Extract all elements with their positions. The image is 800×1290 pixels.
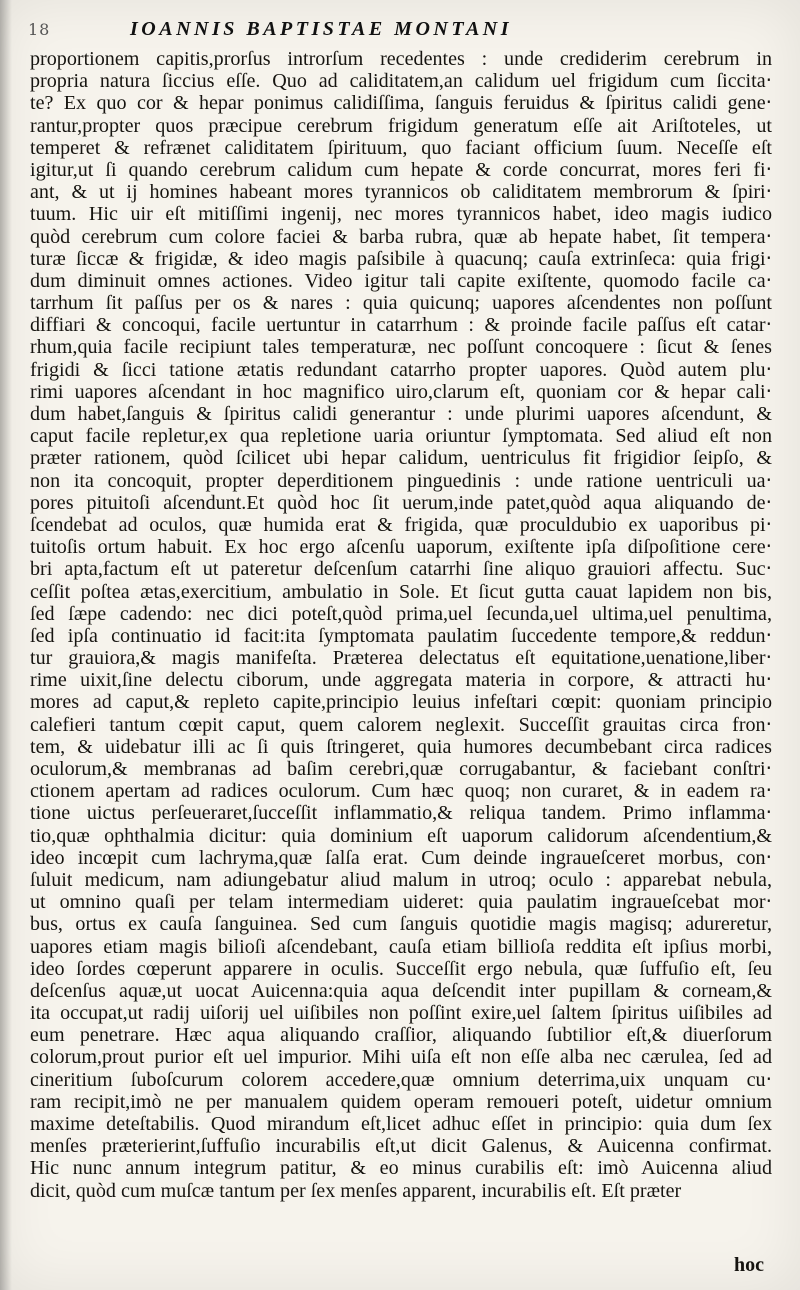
text-line: rantur,propter quos præcipue cerebrum frigidum generatum eſſe ait Ariſtoteles, ut: [30, 114, 772, 137]
text-line: propria natura ſiccius eſſe. Quo ad caliditatem,an calidum uel frigidum cum ſiccita‧: [30, 70, 772, 93]
text-line: rhum,quia facile recipiunt tales temperaturæ, nec poſſunt concoquere : ſicut & ſenes: [30, 336, 772, 359]
text-line: maxime deteſtabilis. Quod mirandum eſt,licet adhuc eſſet in principio: quia dum ſex: [30, 1113, 772, 1135]
body-text: [30, 48, 772, 1202]
text-line: ſed ſæpe cadendo: nec dici poteſt,quòd prima,uel ſecunda,uel ultima,uel penultima,: [30, 602, 772, 625]
text-line: frigidi & ſicci tatione ætatis redundant catarrho propter uapores. Quòd autem plu‧: [30, 358, 772, 381]
text-line: rime uixit,ſine delectu ciborum, unde aggregata materia in corpore, & attracti hu‧: [30, 669, 772, 692]
text-line: ceſſit poſtea ætas,exercitium, ambulatio in Sole. Et ſicut gutta cauat lapidem non bis,: [30, 580, 772, 603]
page-gutter-shadow: [0, 0, 12, 1290]
text-line: menſes præterierint,ſuffuſio incurabilis eſt,ut dicit Galenus, & Auicenna confirmat.: [30, 1135, 772, 1158]
text-line: proportionem capitis,prorſus introrſum recedentes : unde crediderim cerebrum in: [30, 48, 772, 70]
text-line: temperet & refrænet caliditatem ſpirituum, quo faciant officium ſuum. Neceſſe eſt: [30, 136, 772, 159]
text-line: tarrhum ſit paſſus per os & nares : quia quicunq; uapores aſcendentes non poſſunt: [30, 292, 772, 315]
text-line: ideo ſordes cœperunt apparere in oculis. Succeſſit ergo nebula, quæ ſuffuſio eſt, ſeu: [30, 957, 772, 980]
text-line: dicit, quòd cum muſcæ tantum per ſex menſes apparent, incurabilis eſt. Eſt præter: [30, 1179, 682, 1202]
text-line: cineritium ſuboſcurum colorem accedere,quæ omnium deterrima,uix unquam cu‧: [30, 1068, 772, 1091]
text-line: tione uictus perſeueraret,ſucceſſit inflammatio,& reliqua tandem. Primo inflamma‧: [30, 802, 772, 825]
text-line: deſcenſus aquæ,ut uocat Auicenna:quia aqua deſcendit inter pupillam & corneam,&: [30, 979, 772, 1002]
text-line: turæ ſiccæ & frigidæ, & ideo magis paſsibile à quacunq; cauſa extrinſeca: quia frigi‧: [30, 247, 772, 270]
text-line: tuitoſis ortum habuit. Ex hoc ergo aſcenſu uaporum, exiſtente ipſa diſpoſitione cere‧: [30, 536, 772, 559]
text-line: ſed ipſa continuatio id facit:ita ſymptomata paulatim ſuccedente tempore,& reddun‧: [30, 624, 772, 647]
text-line: calefieri tantum cœpit caput, quem calorem neglexit. Succeſſit grauitas circa fron‧: [30, 713, 772, 736]
text-line: tem, & uidebatur illi ac ſi quis ſtringeret, quia humores decumbebant circa radices: [30, 735, 772, 758]
text-line: diffiari & concoqui, facile uertuntur in catarrhum : & proinde facile paſſus eſt catar‧: [30, 314, 772, 337]
folio-number: 18: [28, 20, 51, 39]
text-line: caput facile repletur,ex qua repletione uaria oriuntur ſymptomata. Sed aliud eſt non: [30, 425, 772, 448]
text-line: Hic nunc annum integrum patitur, & eo minus curabilis eſt: imò Auicenna aliud: [30, 1157, 772, 1180]
text-line: eum penetrare. Hæc aqua aliquando craſſior, aliquando ſubtilior eſt,& diuerſorum: [30, 1024, 772, 1047]
text-line: ſcendebat ad oculos, quæ humida erat & frigida, quæ proculdubio ex uaporibus pi‧: [30, 513, 772, 536]
text-line: pores pituitoſi aſcendunt.Et quòd hoc ſit uerum,inde patet,quòd aqua aliquando de‧: [30, 491, 772, 514]
text-line: rimi uapores aſcendant in hoc magnifico uiro,clarum eſt, quoniam cor & hepar cali‧: [30, 380, 772, 403]
text-line: ideo incœpit cum lachryma,quæ ſalſa erat. Cum deinde ingraueſceret morbus, con‧: [30, 846, 772, 869]
text-line: bus, ortus ex cauſa ſanguinea. Sed cum ſanguis quotidie magis magisq; adureretur,: [30, 913, 772, 936]
text-line: tio,quæ ophthalmia dicitur: quia dominium eſt uaporum calidorum aſcendentium,&: [30, 824, 772, 847]
text-line: colorum,prout purior eſt uel impurior. Mihi uiſa eſt non eſſe alba nec cærulea, ſed ad: [30, 1046, 772, 1069]
text-line: dum habet,ſanguis & ſpiritus calidi generantur : unde plurimi uapores aſcendunt, &: [30, 403, 772, 425]
running-head: IOANNIS BAPTISTAE MONTANI: [130, 18, 513, 40]
text-line: ctionem apertam ad radices oculorum. Cum hæc quoq; non curaret, & in eadem ra‧: [30, 780, 772, 803]
text-line: tur grauiora,& magis manifeſta. Præterea delectatus eſt equitatione,uenatione,liber‧: [30, 647, 772, 670]
text-line: ut omnino quaſi per telam intermediam uideret: quia paulatim ingraueſcebat mor‧: [30, 891, 772, 914]
text-line: mores ad caput,& repleto capite,principio leuius infeſtari cœpit: quoniam principio: [30, 691, 772, 714]
text-line: igitur,ut ſi quando cerebrum calidum cum hepate & corde concurrat, mores feri fi‧: [30, 158, 772, 181]
catchword: hoc: [734, 1254, 764, 1276]
text-line: oculorum,& membranas ad baſim cerebri,quæ corrugabantur, & faciebant conſtri‧: [30, 758, 772, 780]
text-line: non ita concoquit, propter deperditionem pinguedinis : unde ratione uentriculi ua‧: [30, 469, 772, 492]
text-line: tuum. Hic uir eſt mitiſſimi ingenij, nec mores tyrannicos habet, ideo magis iudico: [30, 203, 772, 226]
text-line: te? Ex quo cor & hepar ponimus calidiſſima, ſanguis feruidus & ſpiritus calidi gene‧: [30, 92, 772, 115]
text-line: ram recipit,imò ne per manualem quidem operam remoueri poteſt, uidetur omnium: [30, 1090, 772, 1113]
text-line: dum diminuit omnes actiones. Video igitur tali capite exiſtente, quomodo facile ca‧: [30, 269, 772, 292]
text-line: quòd cerebrum cum colore faciei & barba rubra, quæ ab hepate habet, ſit tempera‧: [30, 225, 772, 248]
text-line: ita occupat,ut radij uiſorij uel uiſibiles non poſſint exire,uel ſaltem ſpiritus uiſibiles ad: [30, 1002, 772, 1025]
text-line: ant, & ut ij homines habeant mores tyrannicos ob caliditatem membrorum & ſpiri‧: [30, 181, 772, 204]
text-line: præter rationem, quòd ſcilicet ubi hepar calidum, uentriculus fit frigidior ſeipſo, &: [30, 447, 772, 470]
text-line: uapores etiam magis bilioſi aſcendebant, cauſa etiam billioſa reddita eſt ipſius morbi,: [30, 935, 772, 958]
text-line: bri apta,factum eſt ut pateretur deſcenſum catarrhi ſine aliquo grauiori affectu. Suc‧: [30, 558, 772, 581]
text-line: ſuluit medicum, nam adiungebatur aliud malum in utroq; oculo : apparebat nebula,: [30, 868, 772, 891]
